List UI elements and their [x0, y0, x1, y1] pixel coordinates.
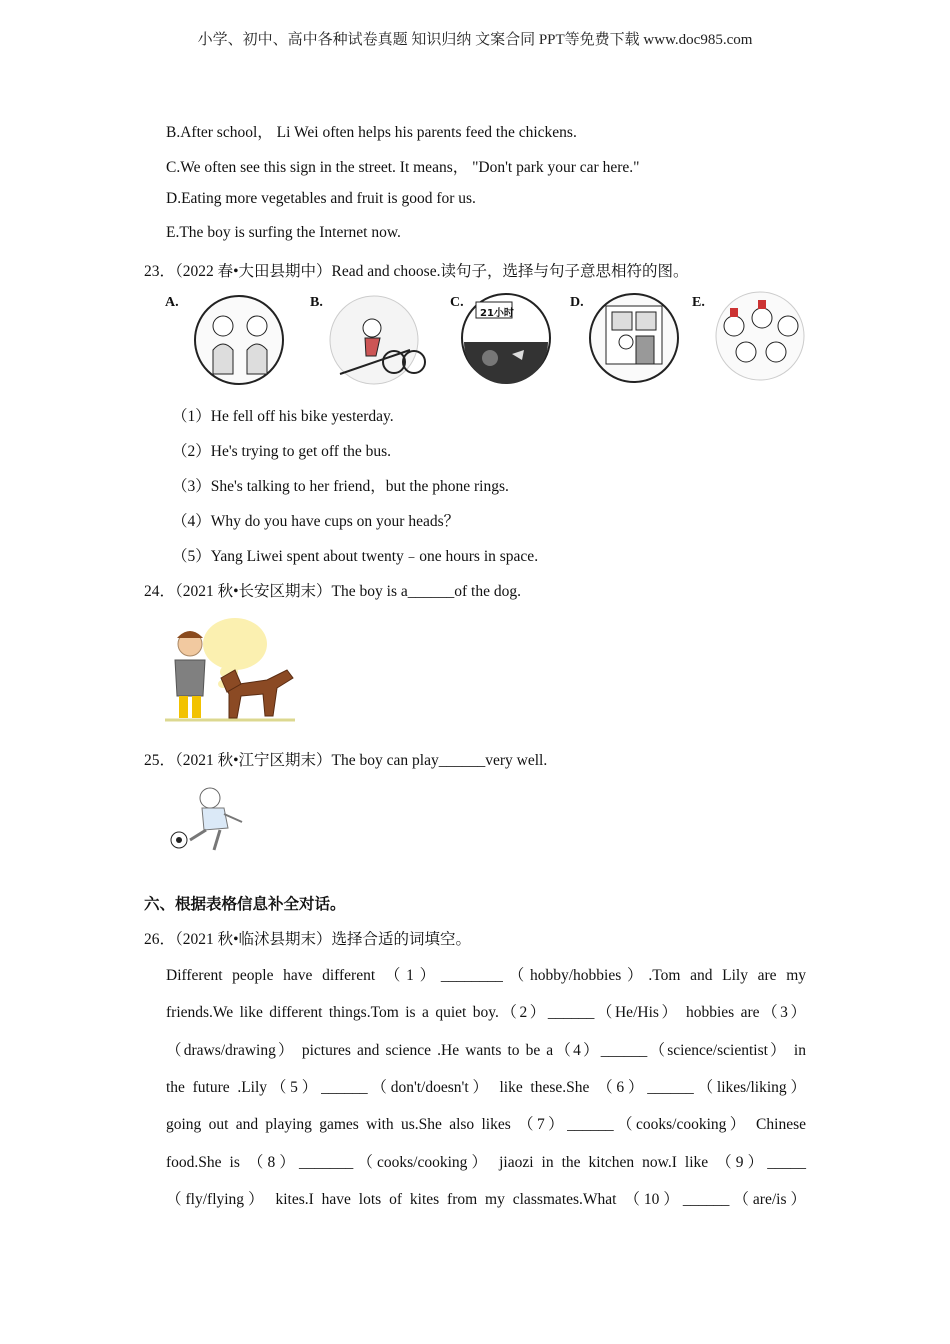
q23-item-2: （2）He's trying to get off the bus.	[172, 443, 392, 460]
q23-item-5: （5）Yang Liwei spent about twenty﹣one hours in space.	[172, 548, 539, 565]
option-b: B.After school， Li Wei often helps his parents feed the chickens.	[166, 124, 577, 141]
question-23-title: 23．（2022 春•大田县期中）Read and choose.读句子，选择与句子意思相符的图。	[144, 263, 689, 280]
children-with-cups-illustration	[692, 290, 817, 385]
picture-c-label: C.	[450, 295, 464, 310]
q26-line-2: friends.We like different things.Tom is a quiet boy.（2）______（He/His） hobbies are（3）	[166, 1004, 806, 1021]
q26-line-7: （fly/flying） kites.I have lots of kites from my classmates.What （10）______（are/is）	[166, 1191, 806, 1208]
q23-item-3: （3）She's talking to her friend，but the phone rings.	[172, 478, 509, 495]
picture-e	[692, 290, 817, 385]
q26-line-4: the future .Lily（5）______（don't/doesn't） like these.She （6）______（likes/liking）	[166, 1079, 806, 1096]
question-23-pictures	[165, 290, 810, 385]
q26-line-6: food.She is （8）_______（cooks/cooking） jiaozi in the kitchen now.I like （9）_____	[166, 1154, 806, 1171]
boy-and-dog-illustration	[165, 608, 300, 723]
q23-item-4: （4）Why do you have cups on your heads？	[172, 513, 460, 530]
option-c: C.We often see this sign in the street. It means， "Don't park your car here."	[166, 159, 640, 176]
boy-playing-football-illustration	[166, 778, 251, 856]
picture-c-caption: 21小时	[480, 308, 514, 319]
picture-e-label: E.	[692, 295, 705, 310]
question-25: 25．（2021 秋•江宁区期末）The boy can play______very well.	[144, 752, 548, 769]
q26-line-3: （draws/drawing） pictures and science .He wants to be a（4）______（science/scientist） in	[166, 1042, 806, 1059]
page-header: 小学、初中、高中各种试卷真题 知识归纳 文案合同 PPT等免费下载 www.doc985.com	[197, 32, 753, 48]
question-26-title: 26．（2021 秋•临沭县期末）选择合适的词填空。	[144, 931, 472, 948]
option-d: D.Eating more vegetables and fruit is good for us.	[166, 190, 476, 207]
option-e: E.The boy is surfing the Internet now.	[166, 224, 401, 241]
q23-item-1: （1）He fell off his bike yesterday.	[172, 408, 394, 425]
boy-falling-off-bike-illustration	[310, 290, 435, 385]
picture-c	[450, 290, 575, 385]
picture-b	[310, 290, 435, 385]
two-girls-talking-illustration	[165, 290, 290, 385]
picture-a	[165, 290, 290, 385]
picture-a-label: A.	[165, 295, 179, 310]
picture-b-label: B.	[310, 295, 323, 310]
picture-d	[570, 290, 695, 385]
q26-line-1: Different people have different （1）________（hobby/hobbies）.Tom and Lily are my	[166, 967, 806, 984]
picture-d-label: D.	[570, 295, 584, 310]
question-24: 24．（2021 秋•长安区期末）The boy is a______of the dog.	[144, 583, 521, 600]
boy-getting-off-bus-illustration	[570, 290, 695, 385]
section-6-title: 六、根据表格信息补全对话。	[144, 895, 346, 913]
q26-line-5: going out and playing games with us.She also likes （7）______（cooks/cooking） Chinese	[166, 1116, 806, 1133]
